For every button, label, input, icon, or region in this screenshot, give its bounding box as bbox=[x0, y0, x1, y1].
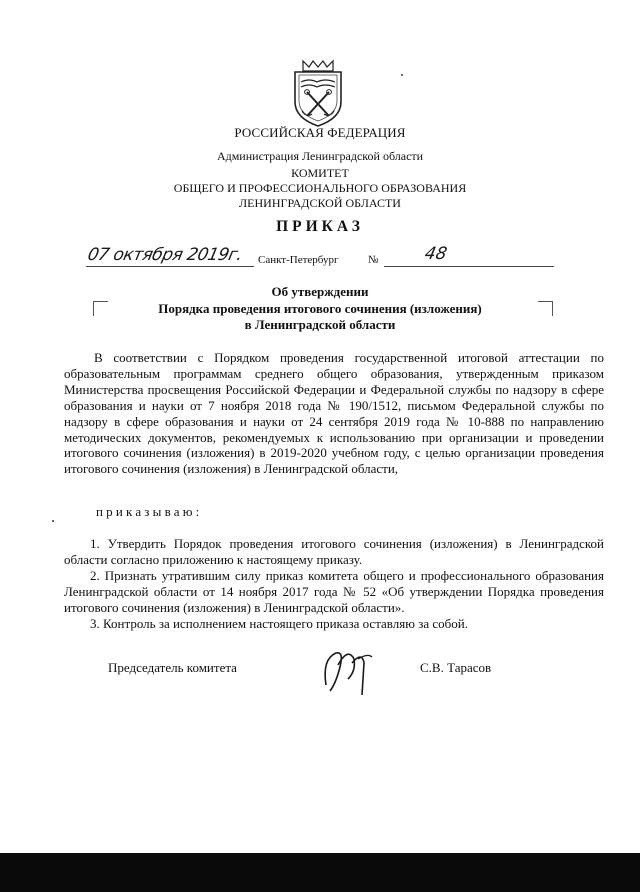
handwritten-signature-icon bbox=[318, 645, 376, 697]
scan-edge-band bbox=[0, 853, 640, 892]
order-items bbox=[64, 536, 604, 631]
order-subject bbox=[0, 284, 640, 334]
decree-word: приказываю: bbox=[96, 504, 203, 519]
date-underline bbox=[86, 266, 254, 267]
order-item: 1. Утвердить Порядок проведения итогового сочинения (изложения) в Ленинградской области согласно приложению к настоящему приказу. bbox=[64, 536, 604, 567]
number-underline bbox=[384, 266, 554, 267]
scan-speck bbox=[401, 74, 403, 76]
order-city: Санкт-Петербург bbox=[258, 254, 339, 266]
order-item: 3. Контроль за исполнением настоящего приказа оставляю за собой. bbox=[90, 615, 468, 631]
committee-line: ОБЩЕГО И ПРОФЕССИОНАЛЬНОГО ОБРАЗОВАНИЯ bbox=[173, 181, 467, 195]
scan-speck bbox=[52, 520, 54, 522]
order-item: 2. Признать утратившим силу приказ комитета общего и профессионального образования Ленинградской области от 14 ноября 2017 года № 52 «Об утверждении Порядка проведения итогового сочинения (изложения) в Ленинградской области». bbox=[64, 567, 604, 615]
administration-name: Администрация Ленинградской области bbox=[216, 149, 424, 163]
committee-line: КОМИТЕТ bbox=[291, 166, 349, 180]
subject-line: в Ленинградской области bbox=[244, 317, 396, 332]
subject-line: Порядка проведения итогового сочинения (изложения) bbox=[158, 300, 482, 316]
signer-title: Председатель комитета bbox=[108, 660, 237, 675]
number-sign: № bbox=[368, 254, 379, 266]
preamble-paragraph: В соответствии с Порядком проведения государственной итоговой аттестации по образовательным программам среднего общего образования, утвержденным приказом Министерства просвещения Российской Федерации и Федеральной службы по надзору в сфере образования и науки от 7 ноября 2018 года № 190/1512, письмом Федеральной службы по надзору в сфере образования и науки от 24 сентября 2019 года № 10-888 по направлению методических документов, рекомендуемых к использованию при организации и проведении итогового сочинения (изложения) в 2019-2020 учебном году, с целью организации проведения итогового сочинения (изложения) в Ленинградской области, bbox=[64, 350, 604, 477]
order-date-handwritten: 07 октября 2019г. bbox=[85, 245, 244, 265]
document-type-title: ПРИКАЗ bbox=[276, 218, 364, 235]
coat-of-arms-icon bbox=[289, 58, 347, 128]
committee-name bbox=[0, 166, 640, 211]
order-number-handwritten: 48 bbox=[422, 244, 449, 264]
subject-line: Об утверждении bbox=[271, 284, 369, 299]
signer-name: С.В. Тарасов bbox=[420, 660, 492, 675]
country-name: РОССИЙСКАЯ ФЕДЕРАЦИЯ bbox=[234, 125, 406, 140]
committee-line: ЛЕНИНГРАДСКОЙ ОБЛАСТИ bbox=[239, 196, 401, 210]
